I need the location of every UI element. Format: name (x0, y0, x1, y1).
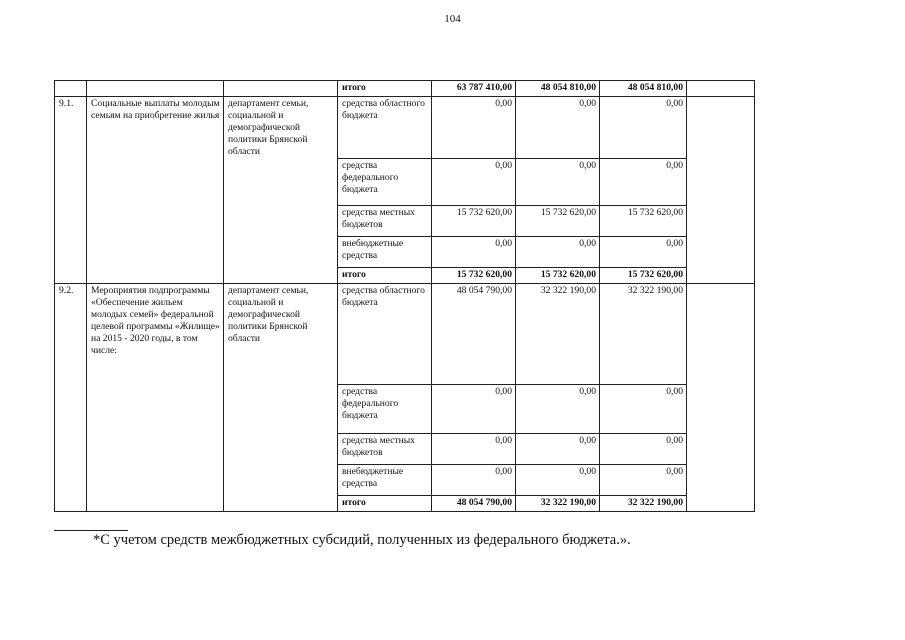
source-label: средства областного бюджета (338, 97, 432, 159)
item-number: 9.1. (55, 97, 87, 284)
value-cell: 32 322 190,00 (600, 284, 687, 385)
source-label: средства федерального бюджета (338, 385, 432, 434)
item-executor: департамент семьи, социальной и демографической политики Брянской области (224, 97, 338, 284)
value-cell: 15 732 620,00 (432, 206, 516, 237)
item-executor: департамент семьи, социальной и демографической политики Брянской области (224, 284, 338, 512)
value-cell: 0,00 (432, 237, 516, 268)
item-number: 9.2. (55, 284, 87, 512)
source-label: средства федерального бюджета (338, 159, 432, 206)
value-cell: 0,00 (516, 97, 600, 159)
table-row (55, 97, 755, 159)
table-row-carryover-total (55, 81, 755, 97)
value-cell: 0,00 (600, 434, 687, 465)
value-cell: 48 054 810,00 (600, 81, 687, 97)
value-cell: 0,00 (432, 434, 516, 465)
value-cell: 15 732 620,00 (516, 206, 600, 237)
item-name: Мероприятия подпрограммы «Обеспечение жильем молодых семей» федеральной целевой программы «Жилище» на 2015 - 2020 годы, в том числе: (87, 284, 224, 512)
value-cell: 0,00 (516, 465, 600, 496)
table-row (55, 284, 755, 385)
value-cell: 0,00 (600, 97, 687, 159)
table-cell-empty (87, 81, 224, 97)
value-cell: 48 054 790,00 (432, 284, 516, 385)
source-label: средства местных бюджетов (338, 434, 432, 465)
value-cell: 0,00 (516, 434, 600, 465)
value-cell: 0,00 (516, 385, 600, 434)
source-label: внебюджетные средства (338, 237, 432, 268)
value-cell: 48 054 810,00 (516, 81, 600, 97)
source-label: средства местных бюджетов (338, 206, 432, 237)
value-cell: 0,00 (600, 237, 687, 268)
source-label: средства областного бюджета (338, 284, 432, 385)
value-cell: 15 732 620,00 (432, 268, 516, 284)
value-cell: 0,00 (432, 159, 516, 206)
table-cell-empty (55, 81, 87, 97)
source-label: итого (338, 81, 432, 97)
value-cell: 0,00 (600, 465, 687, 496)
value-cell: 15 732 620,00 (600, 206, 687, 237)
value-cell: 0,00 (432, 385, 516, 434)
source-label: итого (338, 496, 432, 512)
table-cell-empty (687, 97, 755, 284)
source-label: внебюджетные средства (338, 465, 432, 496)
source-label: итого (338, 268, 432, 284)
value-cell: 32 322 190,00 (600, 496, 687, 512)
table-cell-empty (224, 81, 338, 97)
value-cell: 32 322 190,00 (516, 284, 600, 385)
table-cell-empty (687, 284, 755, 512)
budget-table (54, 80, 755, 512)
value-cell: 48 054 790,00 (432, 496, 516, 512)
value-cell: 15 732 620,00 (600, 268, 687, 284)
item-name: Социальные выплаты молодым семьям на приобретение жилья (87, 97, 224, 284)
value-cell: 0,00 (516, 159, 600, 206)
value-cell: 15 732 620,00 (516, 268, 600, 284)
table-cell-empty (687, 81, 755, 97)
value-cell: 0,00 (516, 237, 600, 268)
footnote-divider (54, 530, 128, 531)
value-cell: 63 787 410,00 (432, 81, 516, 97)
footnote: *С учетом средств межбюджетных субсидий, полученных из федерального бюджета.». (93, 532, 631, 548)
value-cell: 32 322 190,00 (516, 496, 600, 512)
value-cell: 0,00 (432, 97, 516, 159)
value-cell: 0,00 (432, 465, 516, 496)
page-number: 104 (444, 13, 461, 25)
value-cell: 0,00 (600, 159, 687, 206)
value-cell: 0,00 (600, 385, 687, 434)
